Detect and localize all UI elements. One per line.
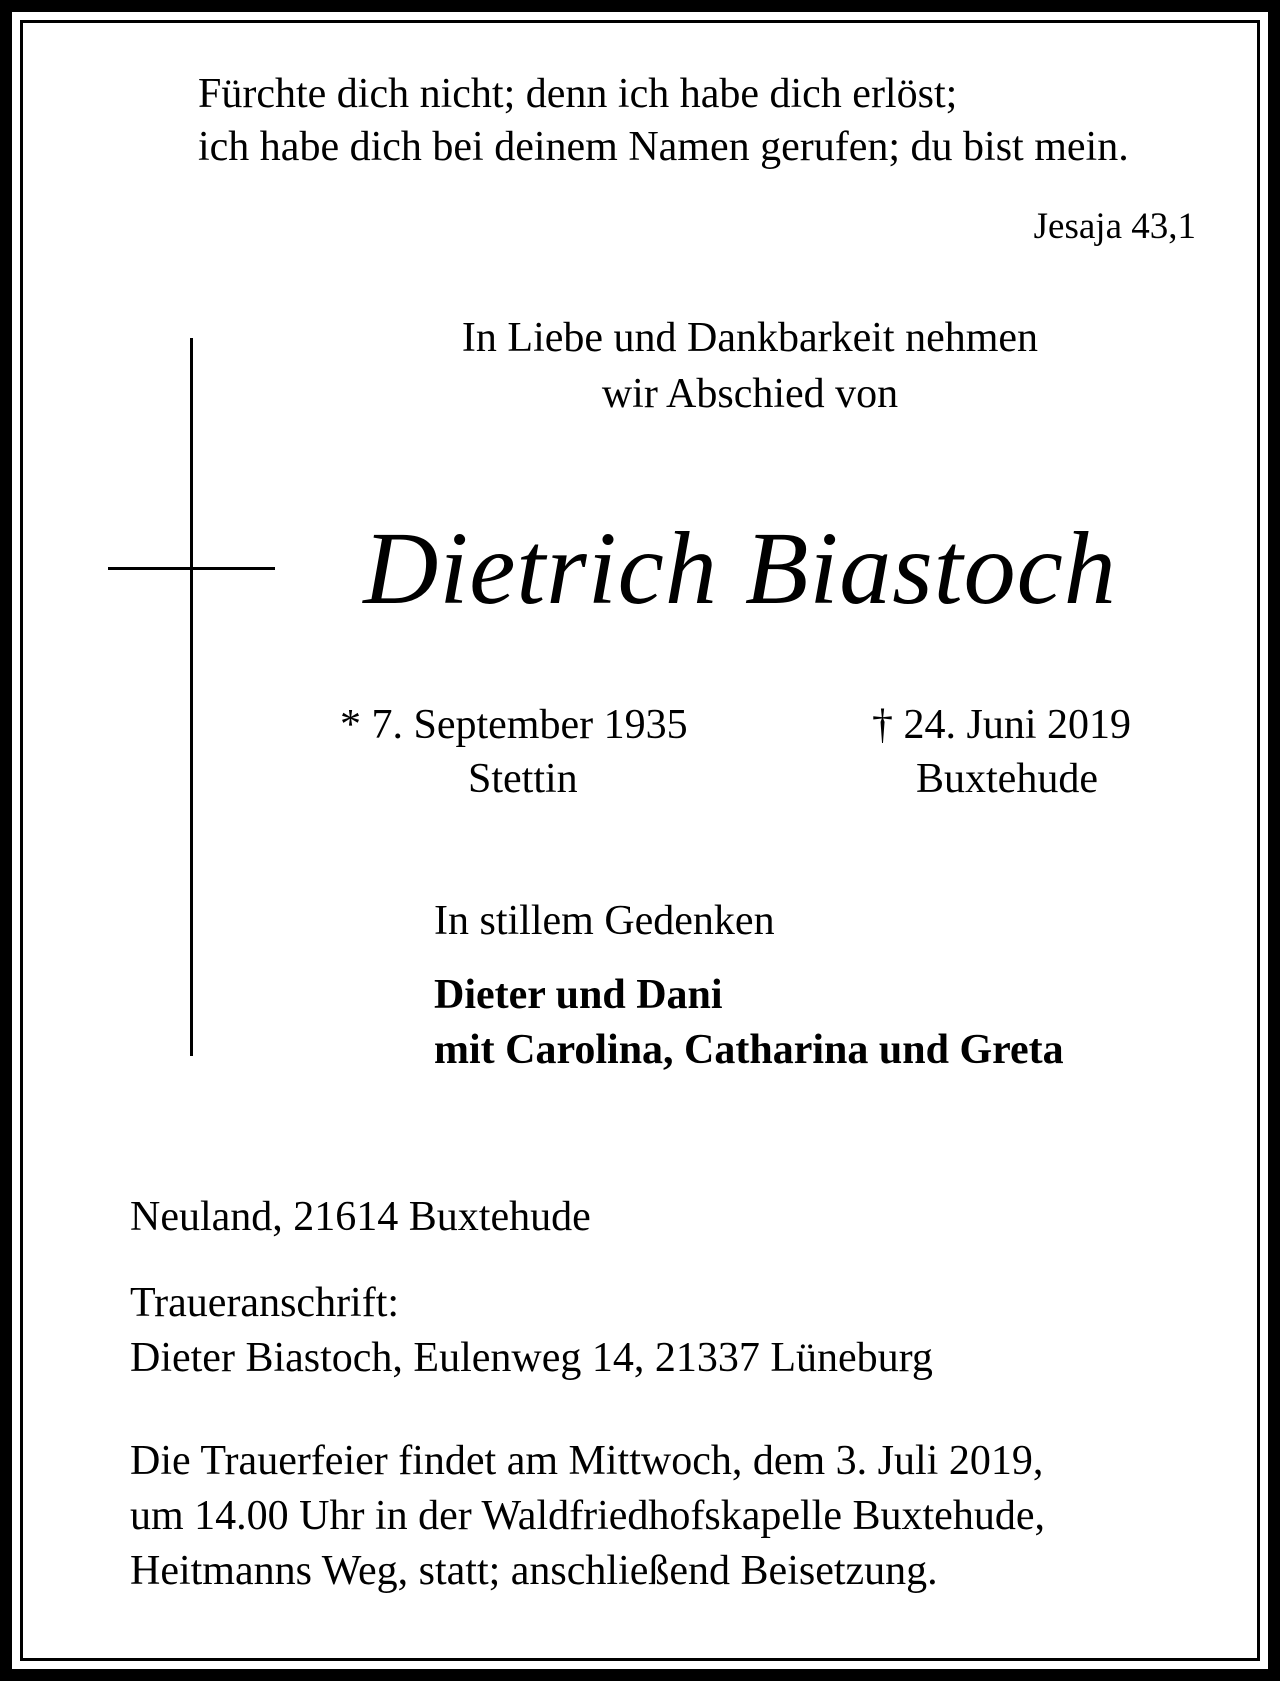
address-label: Traueranschrift:: [130, 1280, 400, 1326]
death-place: Buxtehude: [916, 756, 1098, 802]
birth-place: Stettin: [468, 756, 578, 802]
mourners-line-1: Dieter und Dani: [434, 972, 723, 1018]
cross-icon-crossbar: [108, 567, 275, 570]
verse-line-1: Fürchte dich nicht; denn ich habe dich erlöst;: [198, 71, 958, 117]
intro-line-2: wir Abschied von: [601, 371, 899, 417]
mourners-list: [434, 968, 1064, 1078]
intro-text: [310, 310, 1190, 422]
mourners-line-2: mit Carolina, Catharina und Greta: [434, 1027, 1064, 1073]
verse-line-2: ich habe dich bei deinem Namen gerufen; du bist mein.: [198, 124, 1129, 170]
mourning-address: [130, 1276, 933, 1386]
funeral-service-info: [130, 1434, 1045, 1599]
deceased-name: Dietrich Biastoch: [363, 511, 1117, 626]
birth-date: * 7. September 1935: [340, 702, 688, 748]
location-line: Neuland, 21614 Buxtehude: [130, 1194, 591, 1240]
inner-border: [20, 20, 1260, 1661]
cross-icon: [190, 338, 193, 1056]
bible-verse: [198, 68, 1129, 174]
address-value: Dieter Biastoch, Eulenweg 14, 21337 Lüneburg: [130, 1335, 933, 1381]
verse-source: Jesaja 43,1: [1033, 206, 1196, 247]
service-line-2: um 14.00 Uhr in der Waldfriedhofskapelle Buxtehude,: [130, 1493, 1045, 1539]
mourners-heading: In stillem Gedenken: [434, 898, 775, 944]
intro-line-1: In Liebe und Dankbarkeit nehmen: [461, 315, 1039, 361]
death-date: † 24. Juni 2019: [872, 702, 1132, 748]
service-line-3: Heitmanns Weg, statt; anschließend Beisetzung.: [130, 1548, 938, 1594]
service-line-1: Die Trauerfeier findet am Mittwoch, dem 3. Juli 2019,: [130, 1438, 1044, 1484]
